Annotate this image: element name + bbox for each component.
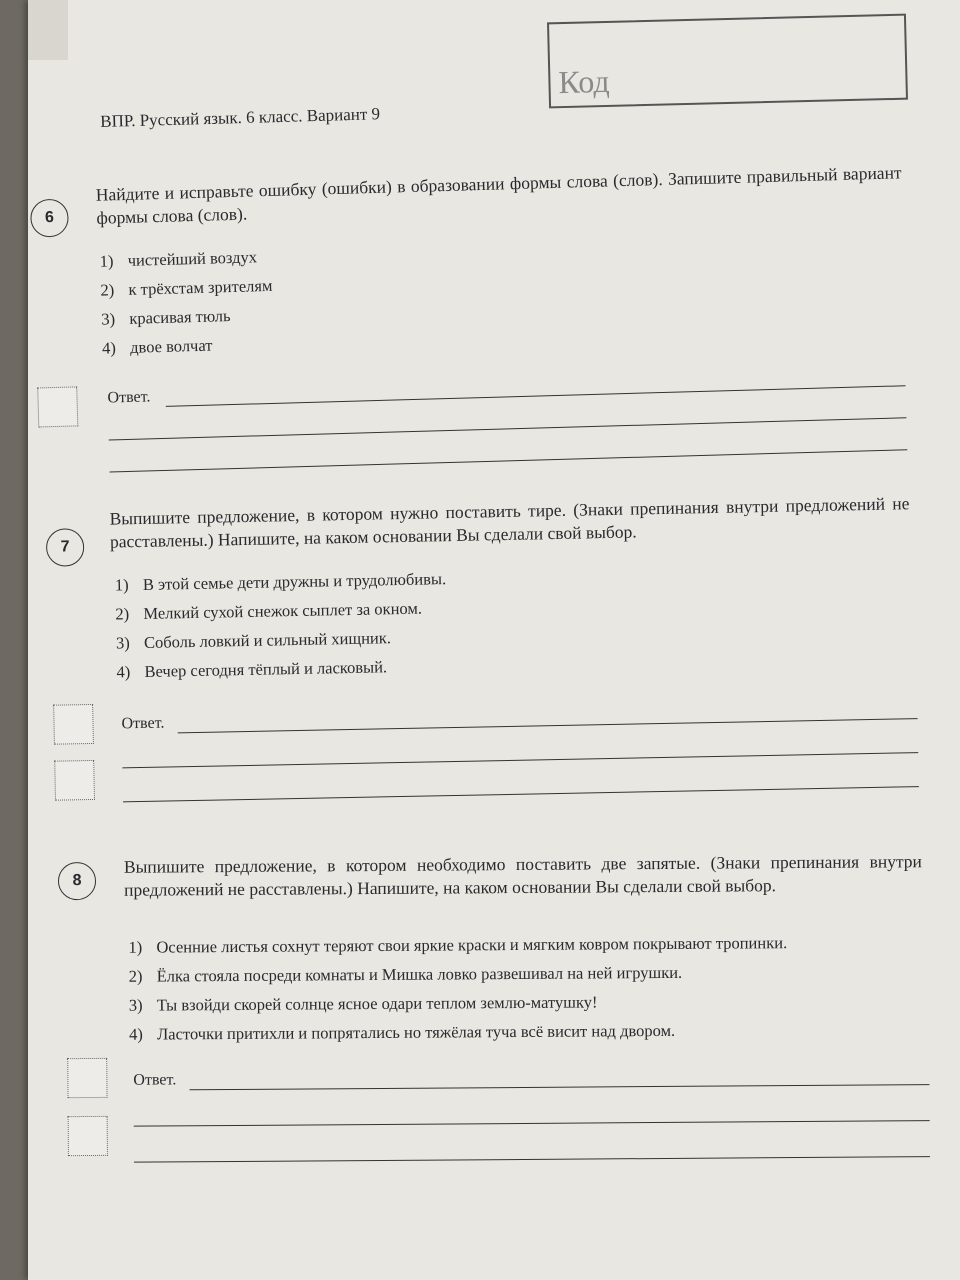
score-box[interactable]: [53, 704, 94, 745]
answer-line[interactable]: [109, 417, 907, 440]
option: 3) Соболь ловкий и сильный хищник.: [115, 628, 392, 653]
option: 1) чистейший воздух: [99, 247, 258, 271]
answer-line[interactable]: [166, 385, 906, 407]
answer-line[interactable]: [134, 1120, 930, 1127]
score-box[interactable]: [37, 386, 78, 427]
option: 1) Осенние листья сохнут теряют свои яркие краски и мягким ковром покрывают тропинки.: [128, 933, 788, 957]
code-label: Код: [558, 62, 610, 101]
option: 2) Мелкий сухой снежок сыплет за окном.: [115, 598, 423, 624]
option: 3) красивая тюль: [101, 306, 231, 329]
option: 2) к трёхстам зрителям: [100, 275, 273, 300]
answer-line[interactable]: [189, 1084, 929, 1090]
score-box[interactable]: [54, 760, 95, 801]
task-question: Выпишите предложение, в котором нужно поставить тире. (Знаки препинания внутри предложений не расставлены.) Напишите, на каком основании Вы сделали свой выбор.: [109, 493, 910, 552]
answer-line[interactable]: [122, 752, 918, 768]
answer-label: Ответ.: [107, 388, 151, 407]
task-number: 6: [30, 199, 69, 238]
answer-line[interactable]: [110, 449, 908, 472]
answer-label: Ответ.: [121, 714, 165, 733]
option: 4) Ласточки притихли и попрятались но тяжёлая туча всё висит над двором.: [129, 1020, 676, 1044]
task-options: [128, 933, 787, 1054]
code-box[interactable]: [547, 14, 908, 109]
answer-line[interactable]: [134, 1156, 930, 1163]
task-options: [115, 569, 448, 691]
task-options: [99, 247, 274, 368]
option: 3) Ты взойди скорей солнце ясное одари теплом землю-матушку!: [128, 992, 598, 1015]
answer-line[interactable]: [178, 718, 918, 733]
page-title: ВПР. Русский язык. 6 класс. Вариант 9: [100, 104, 381, 131]
score-box[interactable]: [68, 1116, 108, 1156]
task-question: Найдите и исправьте ошибку (ошибки) в образовании формы слова (слов). Запишите правильный вариант формы слова (слов).: [95, 162, 902, 228]
option: 4) двое волчат: [101, 335, 213, 358]
task-number: 7: [46, 528, 85, 567]
option: 4) Вечер сегодня тёплый и ласковый.: [116, 657, 388, 682]
answer-label: Ответ.: [133, 1071, 177, 1089]
option: 1) В этой семье дети дружны и трудолюбивы.: [114, 569, 447, 595]
task-question: Выпишите предложение, в котором необходимо поставить две запятые. (Знаки препинания внутри предложений не расставлены.) Напишите, на каком основании Вы сделали свой выбор.: [123, 851, 922, 900]
page-corner: [28, 0, 68, 60]
answer-line[interactable]: [123, 786, 919, 802]
score-box[interactable]: [67, 1058, 107, 1098]
option: 2) Ёлка стояла посреди комнаты и Мишка ловко развешивал на ней игрушки.: [128, 962, 683, 986]
worksheet-page: [28, 0, 960, 1280]
task-number: 8: [58, 862, 96, 900]
